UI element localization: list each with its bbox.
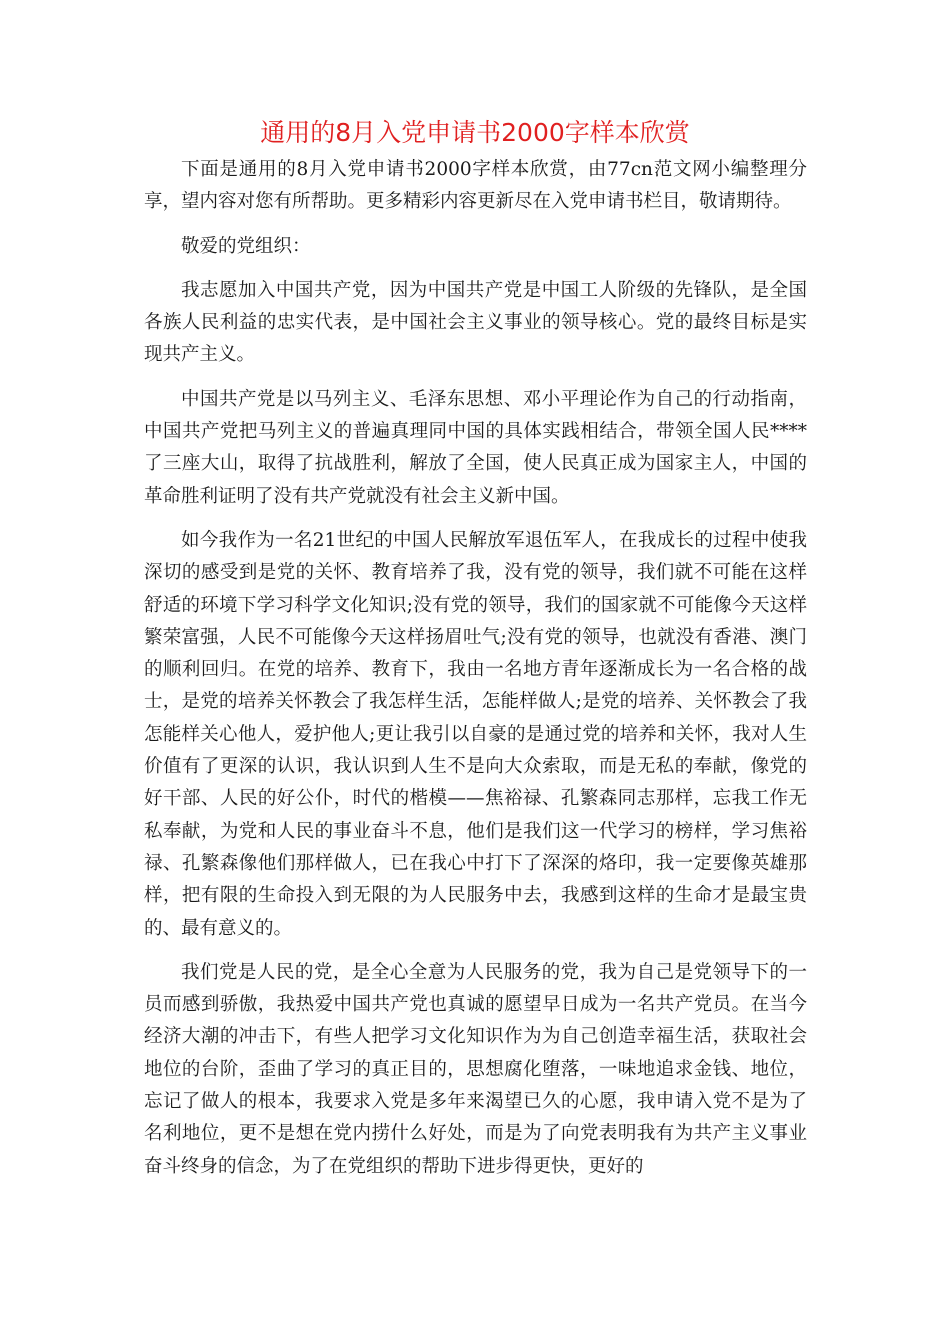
paragraph-body: 如今我作为一名21世纪的中国人民解放军退伍军人，在我成长的过程中使我深切的感受到是党的关怀、教育培养了我，没有党的领导，我们就不可能在这样舒适的环境下学习科学文化知识;没有党的领导，我们的国家就不可能像今天这样繁荣富强，人民不可能像今天这样扬眉吐气;没有党的领导，也就没有香港、澳门的顺利回归。在党的培养、教育下，我由一名地方青年逐渐成长为一名合格的战士，是党的培养关怀教会了我怎样生活，怎能样做人;是党的培养、关怀教会了我怎能样关心他人，爱护他人;更让我引以自豪的是通过党的培养和关怀，我对人生价值有了更深的认识，我认识到人生不是向大众索取，而是无私的奉献，像党的好干部、人民的好公仆，时代的楷模——焦裕禄、孔繁森同志那样，忘我工作无私奉献，为党和人民的事业奋斗不息，他们是我们这一代学习的榜样，学习焦裕禄、孔繁森像他们那样做人，已在我心中打下了深深的烙印，我一定要像英雄那样，把有限的生命投入到无限的为人民服务中去，我感到这样的生命才是最宝贵的、最有意义的。 <box>144 529 807 939</box>
paragraph-body: 中国共产党是以马列主义、毛泽东思想、邓小平理论作为自己的行动指南，中国共产党把马列主义的普遍真理同中国的具体实践相结合，带领全国人民****了三座大山，取得了抗战胜利，解放了全国，使人民真正成为国家主人，中国的革命胜利证明了没有共产党就没有社会主义新中国。 <box>144 388 807 507</box>
paragraph-salutation: 敬爱的党组织： <box>181 235 311 257</box>
paragraph-intro: 下面是通用的8月入党申请书2000字样本欣赏，由77cn范文网小编整理分享，望内容对您有所帮助。更多精彩内容更新尽在入党申请书栏目，敬请期待。 <box>144 159 807 213</box>
paragraph-body: 我们党是人民的党，是全心全意为人民服务的党，我为自己是党领导下的一员而感到骄傲，我热爱中国共产党也真诚的愿望早日成为一名共产党员。在当今经济大潮的冲击下，有些人把学习文化知识作为为自己创造幸福生活，获取社会地位的台阶，歪曲了学习的真正目的，思想腐化堕落，一味地追求金钱、地位，忘记了做人的根本，我要求入党是多年来渴望已久的心愿，我申请入党不是为了名利地位，更不是想在党内捞什么好处，而是为了向党表明我有为共产主义事业奋斗终身的信念，为了在党组织的帮助下进步得更快，更好的 <box>144 961 807 1177</box>
document-title: 通用的8月入党申请书2000字样本欣赏 <box>260 118 690 147</box>
document-body <box>144 154 807 1195</box>
paragraph-body: 我志愿加入中国共产党，因为中国共产党是中国工人阶级的先锋队，是全国各族人民利益的忠实代表，是中国社会主义事业的领导核心。党的最终目标是实现共产主义。 <box>144 279 807 366</box>
